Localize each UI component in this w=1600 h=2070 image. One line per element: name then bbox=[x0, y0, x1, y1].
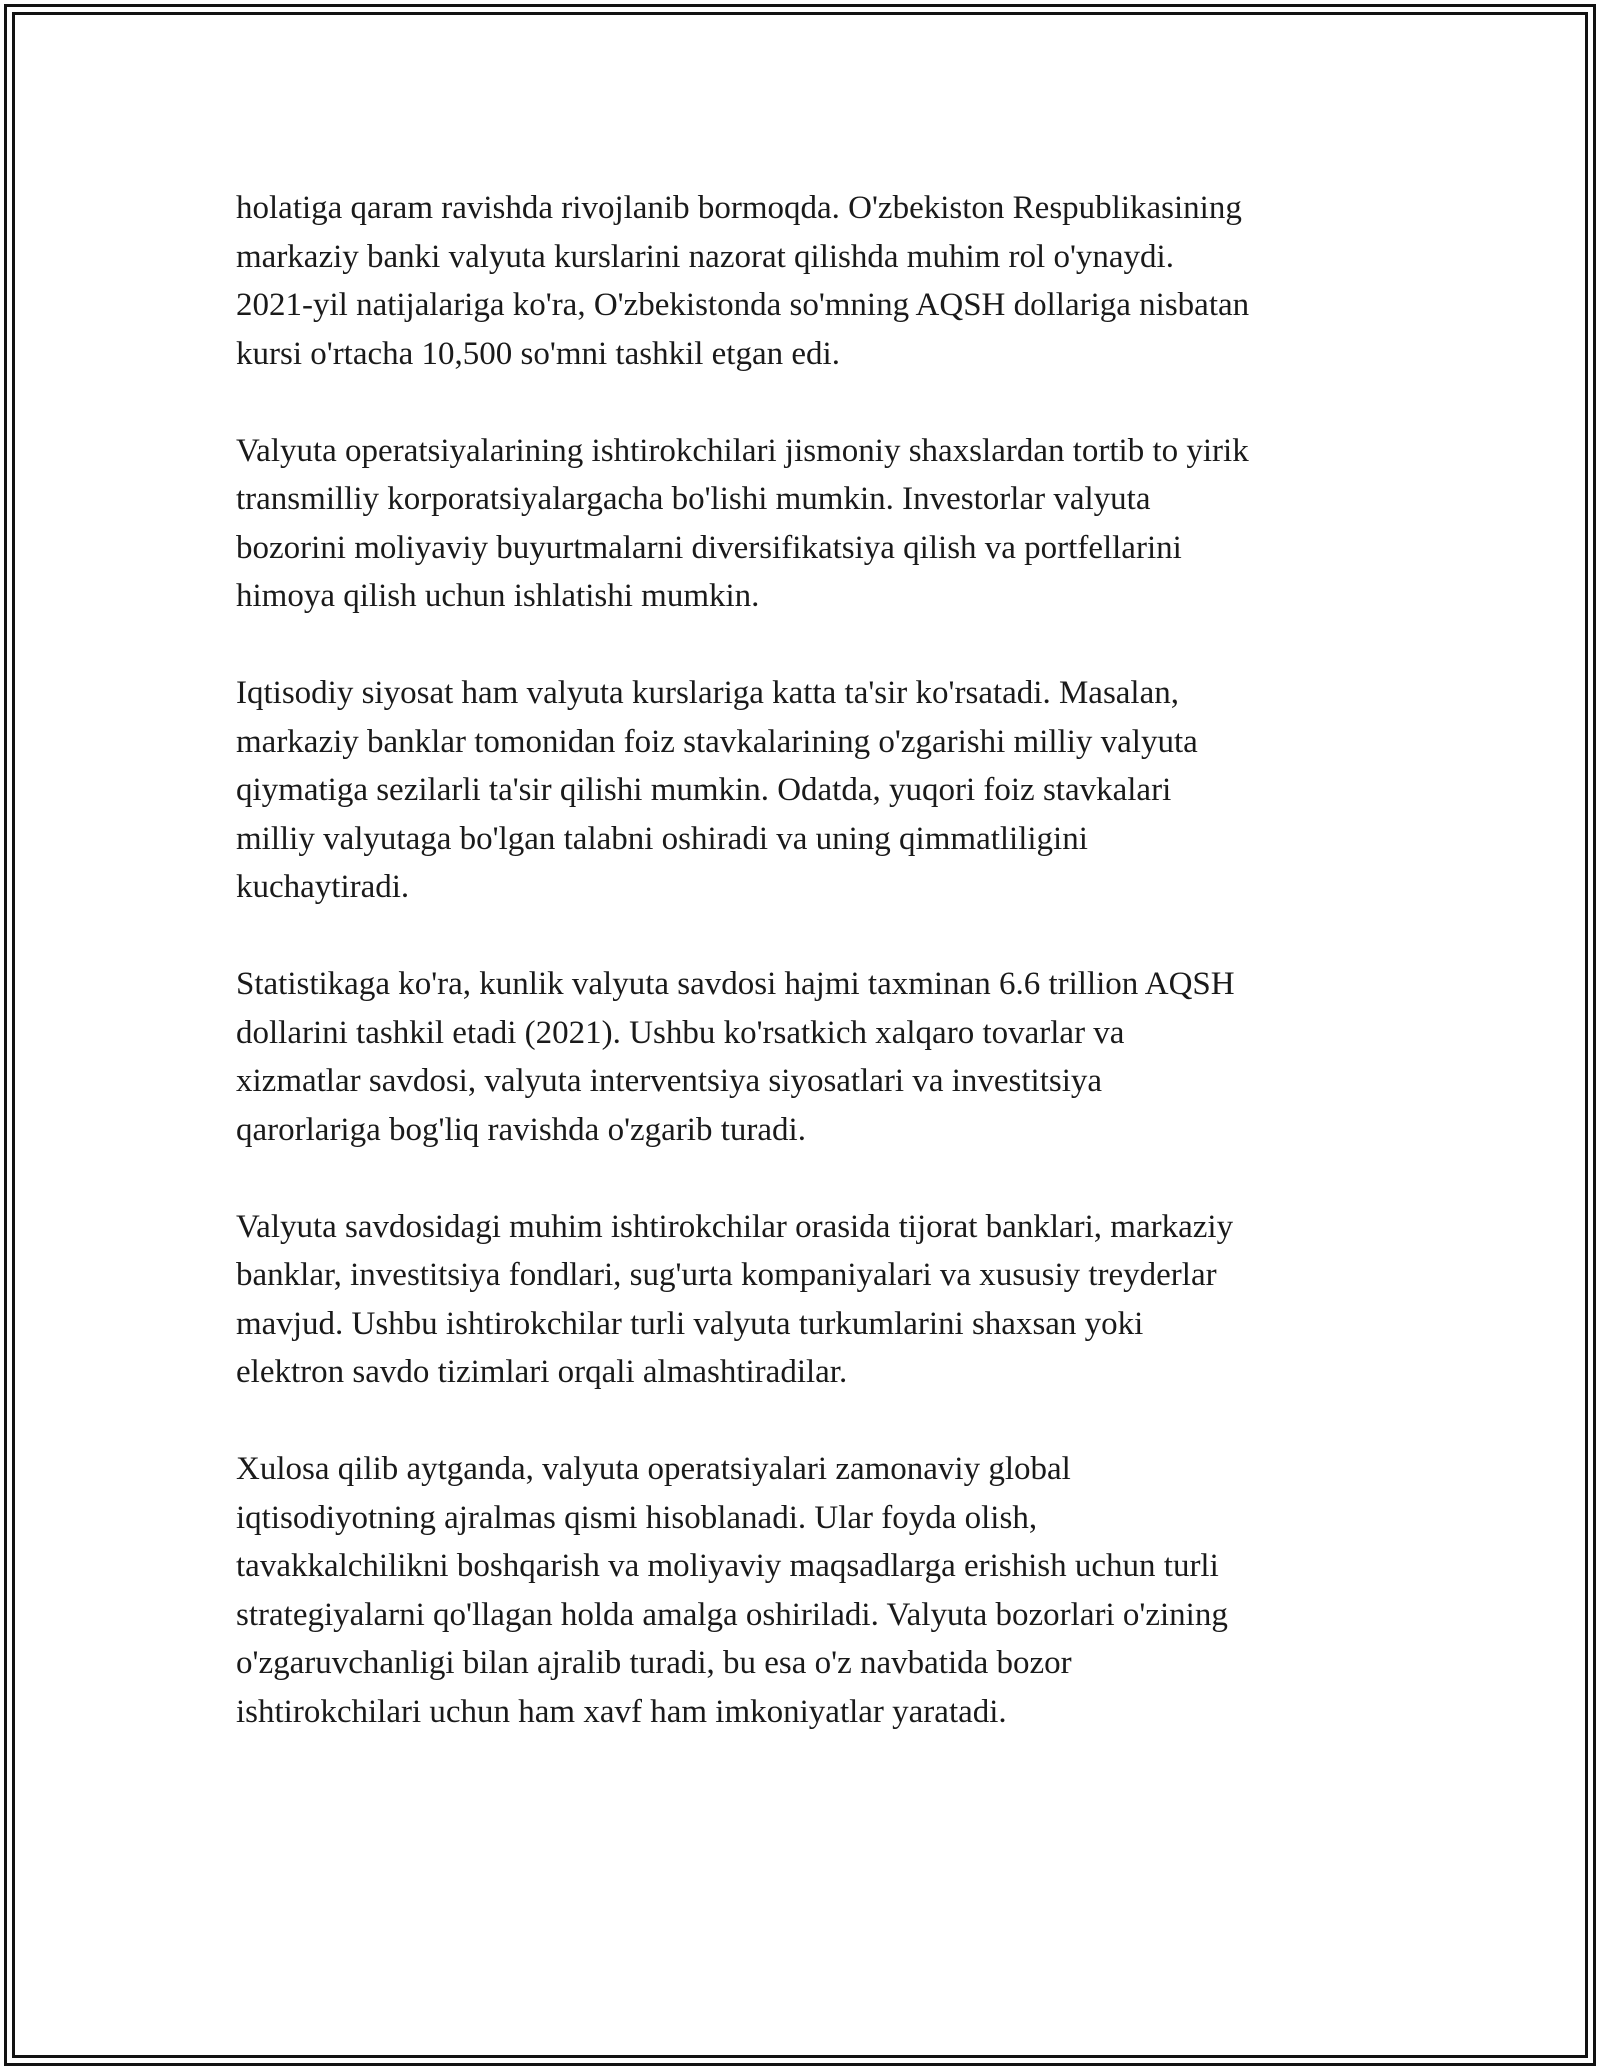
text-line: Xulosa qilib aytganda, valyuta operatsiyalari zamonaviy global bbox=[236, 1451, 1071, 1487]
text-line: xizmatlar savdosi, valyuta interventsiya siyosatlari va investitsiya bbox=[236, 1063, 1103, 1099]
text-line: strategiyalarni qo'llagan holda amalga oshiriladi. Valyuta bozorlari o'zining bbox=[236, 1596, 1228, 1633]
text-line: markaziy banklar tomonidan foiz stavkalarining o'zgarishi milliy valyuta bbox=[236, 723, 1198, 760]
text-line: qarorlariga bog'liq ravishda o'zgarib turadi. bbox=[236, 1111, 806, 1148]
text-line: elektron savdo tizimlari orqali almashtiradilar. bbox=[236, 1354, 848, 1390]
text-line: Valyuta savdosidagi muhim ishtirokchilar orasida tijorat banklari, markaziy bbox=[236, 1208, 1234, 1245]
text-line: dollarini tashkil etadi (2021). Ushbu ko'rsatkich xalqaro tovarlar va bbox=[236, 1014, 1125, 1051]
text-line: milliy valyutaga bo'lgan talabni oshiradi va uning qimmatliligini bbox=[236, 820, 1088, 857]
text-line: Iqtisodiy siyosat ham valyuta kurslariga katta ta'sir ko'rsatadi. Masalan, bbox=[236, 675, 1179, 711]
paragraph-4 bbox=[236, 960, 1376, 1154]
text-line: tavakkalchilikni boshqarish va moliyaviy maqsadlarga erishish uchun turli bbox=[236, 1548, 1219, 1584]
text-line: transmilliy korporatsiyalargacha bo'lishi mumkin. Investorlar valyuta bbox=[236, 481, 1151, 517]
paragraph-5 bbox=[236, 1203, 1376, 1397]
document-body bbox=[236, 184, 1376, 1736]
text-line: bozorini moliyaviy buyurtmalarni diversifikatsiya qilish va portfellarini bbox=[236, 529, 1182, 566]
text-line: qiymatiga sezilarli ta'sir qilishi mumkin. Odatda, yuqori foiz stavkalari bbox=[236, 772, 1172, 808]
text-line: holatiga qaram ravishda rivojlanib bormoqda. O'zbekiston Respublikasining bbox=[236, 190, 1242, 226]
text-line: ishtirokchilari uchun ham xavf ham imkoniyatlar yaratadi. bbox=[236, 1693, 1007, 1730]
text-line: himoya qilish uchun ishlatishi mumkin. bbox=[236, 578, 760, 614]
text-line: kuchaytiradi. bbox=[236, 869, 410, 905]
text-line: banklar, investitsiya fondlari, sug'urta kompaniyalari va xususiy treyderlar bbox=[236, 1257, 1217, 1293]
text-line: o'zgaruvchanligi bilan ajralib turadi, bu esa o'z navbatida bozor bbox=[236, 1645, 1072, 1681]
text-line: mavjud. Ushbu ishtirokchilar turli valyuta turkumlarini shaxsan yoki bbox=[236, 1305, 1144, 1342]
text-line: markaziy banki valyuta kurslarini nazorat qilishda muhim rol o'ynaydi. bbox=[236, 238, 1174, 275]
paragraph-6 bbox=[236, 1445, 1376, 1736]
text-line: Statistikaga ko'ra, kunlik valyuta savdosi hajmi taxminan 6.6 trillion AQSH bbox=[236, 966, 1235, 1002]
text-line: iqtisodiyotning ajralmas qismi hisoblanadi. Ular foyda olish, bbox=[236, 1499, 1038, 1536]
paragraph-1 bbox=[236, 184, 1376, 378]
paragraph-3 bbox=[236, 669, 1376, 912]
text-line: Valyuta operatsiyalarining ishtirokchilari jismoniy shaxslardan tortib to yirik bbox=[236, 432, 1249, 469]
paragraph-2 bbox=[236, 427, 1376, 621]
text-line: kursi o'rtacha 10,500 so'mni tashkil etgan edi. bbox=[236, 335, 840, 372]
text-line: 2021-yil natijalariga ko'ra, O'zbekistonda so'mning AQSH dollariga nisbatan bbox=[236, 287, 1250, 323]
